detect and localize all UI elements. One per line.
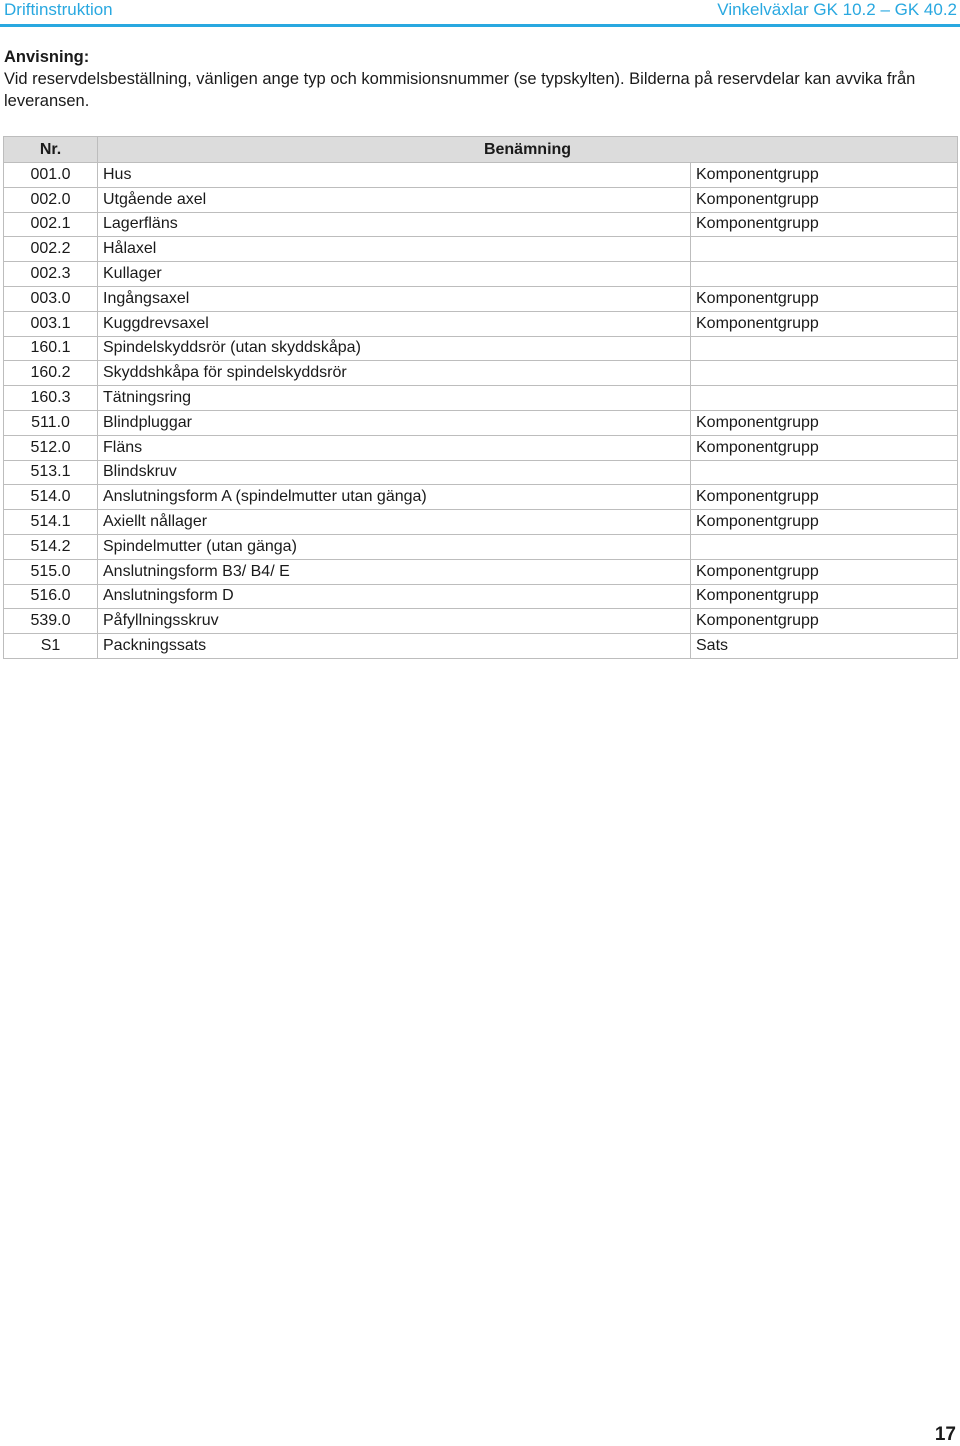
notice-block (4, 46, 956, 112)
part-group: Komponentgrupp (691, 163, 958, 188)
part-group: Komponentgrupp (691, 559, 958, 584)
part-group: Komponentgrupp (691, 187, 958, 212)
part-group (691, 460, 958, 485)
part-name: Spindelmutter (utan gänga) (98, 534, 691, 559)
part-group (691, 386, 958, 411)
part-name: Anslutningsform B3/ B4/ E (98, 559, 691, 584)
part-name: Tätningsring (98, 386, 691, 411)
table-row (4, 485, 958, 510)
part-group (691, 262, 958, 287)
part-name: Utgående axel (98, 187, 691, 212)
part-number: 002.3 (4, 262, 98, 287)
part-group: Sats (691, 634, 958, 659)
document-type: Driftinstruktion (4, 0, 113, 19)
table-row (4, 311, 958, 336)
table-row (4, 237, 958, 262)
part-number: 160.3 (4, 386, 98, 411)
part-name: Påfyllningsskruv (98, 609, 691, 634)
part-number: 516.0 (4, 584, 98, 609)
part-name: Ingångsaxel (98, 286, 691, 311)
part-group: Komponentgrupp (691, 609, 958, 634)
page-header (0, 0, 960, 27)
table-row (4, 410, 958, 435)
part-name: Lagerfläns (98, 212, 691, 237)
part-name: Anslutningsform D (98, 584, 691, 609)
table-row (4, 534, 958, 559)
table-row (4, 386, 958, 411)
part-group (691, 237, 958, 262)
part-group: Komponentgrupp (691, 510, 958, 535)
part-number: 514.2 (4, 534, 98, 559)
part-group: Komponentgrupp (691, 435, 958, 460)
part-group: Komponentgrupp (691, 311, 958, 336)
part-name: Blindskruv (98, 460, 691, 485)
part-name: Hålaxel (98, 237, 691, 262)
table-row (4, 460, 958, 485)
table-row (4, 286, 958, 311)
table-row (4, 212, 958, 237)
column-header-name: Benämning (98, 137, 958, 163)
part-name: Packningssats (98, 634, 691, 659)
table-row (4, 435, 958, 460)
part-name: Skyddshkåpa för spindelskyddsrör (98, 361, 691, 386)
table-row (4, 634, 958, 659)
table-row (4, 584, 958, 609)
part-number: 002.0 (4, 187, 98, 212)
part-number: 002.2 (4, 237, 98, 262)
table-row (4, 609, 958, 634)
product-title: Vinkelväxlar GK 10.2 – GK 40.2 (717, 0, 957, 19)
page-number: 17 (934, 1424, 956, 1445)
part-name: Fläns (98, 435, 691, 460)
part-number: 515.0 (4, 559, 98, 584)
part-group: Komponentgrupp (691, 584, 958, 609)
part-number: 513.1 (4, 460, 98, 485)
part-number: 514.1 (4, 510, 98, 535)
part-group: Komponentgrupp (691, 410, 958, 435)
table-row (4, 510, 958, 535)
part-number: 003.1 (4, 311, 98, 336)
table-body (4, 163, 958, 659)
part-name: Kuggdrevsaxel (98, 311, 691, 336)
part-name: Anslutningsform A (spindelmutter utan gänga) (98, 485, 691, 510)
part-number: 511.0 (4, 410, 98, 435)
part-group (691, 534, 958, 559)
column-header-nr: Nr. (4, 137, 98, 163)
spare-parts-table (3, 136, 958, 659)
part-name: Blindpluggar (98, 410, 691, 435)
part-name: Hus (98, 163, 691, 188)
part-group: Komponentgrupp (691, 286, 958, 311)
part-number: S1 (4, 634, 98, 659)
part-number: 539.0 (4, 609, 98, 634)
part-group (691, 361, 958, 386)
part-name: Spindelskyddsrör (utan skyddskåpa) (98, 336, 691, 361)
part-number: 003.0 (4, 286, 98, 311)
table-header-row (4, 137, 958, 163)
table-row (4, 336, 958, 361)
notice-text: Vid reservdelsbeställning, vänligen ange typ och kommisionsnummer (se typskylten). Bilderna på reservdelar kan avvika från leveransen. (4, 70, 916, 110)
part-number: 001.0 (4, 163, 98, 188)
table-row (4, 361, 958, 386)
part-group: Komponentgrupp (691, 485, 958, 510)
part-number: 512.0 (4, 435, 98, 460)
part-group (691, 336, 958, 361)
notice-title: Anvisning: (4, 48, 90, 66)
part-group: Komponentgrupp (691, 212, 958, 237)
part-number: 160.2 (4, 361, 98, 386)
table-row (4, 187, 958, 212)
table-row (4, 163, 958, 188)
table-row (4, 262, 958, 287)
part-number: 002.1 (4, 212, 98, 237)
part-number: 514.0 (4, 485, 98, 510)
part-name: Kullager (98, 262, 691, 287)
table-row (4, 559, 958, 584)
part-name: Axiellt nållager (98, 510, 691, 535)
part-number: 160.1 (4, 336, 98, 361)
